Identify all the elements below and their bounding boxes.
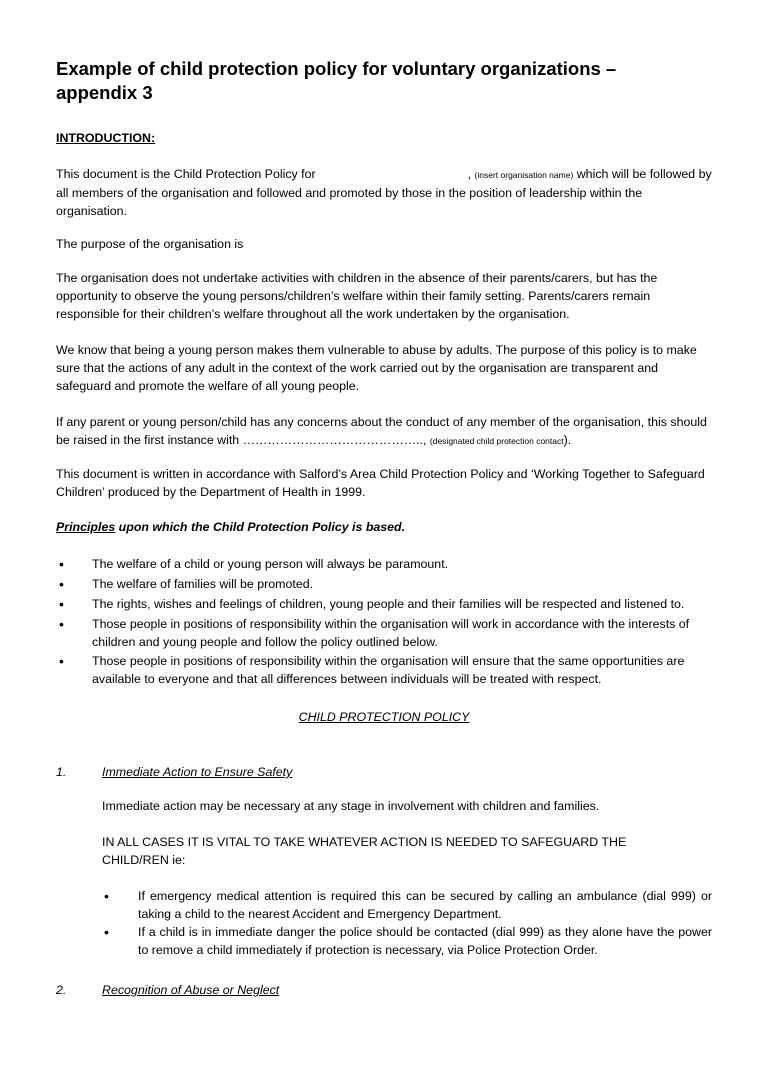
principles-word: Principles (56, 520, 116, 534)
concerns-tail: ). (563, 433, 572, 447)
section-1-para-1: Immediate action may be necessary at any stage in involvement with children and families. (102, 799, 600, 813)
intro-heading: INTRODUCTION: (56, 131, 156, 145)
list-item: • The welfare of a child or young person will always be paramount. (59, 556, 449, 572)
list-item: • If a child is in immediate danger the police should be contacted (dial 999) as they alone have the power to remove a child immediately if protection is necessary, via Police Protection Order. (104, 924, 712, 957)
bullet-icon: • (104, 888, 109, 904)
intro-tail: which will be followed by all members of the organisation and followed and promoted by those in the position of leadership within the organisation. (56, 167, 712, 218)
intro-note: (insert organisation name) (474, 170, 574, 180)
concerns-lead: If any parent or young person/child has any concerns about the conduct of any member of the organisation, this should be raised in the first instance with …………………………………….., (56, 415, 707, 447)
list-item: • Those people in positions of responsibility within the organisation will work in accordance with the interests of children and young people and follow the policy outlined below. (59, 616, 690, 649)
intro-paragraph: This document is the Child Protection Policy for , (insert organisation name) which will be followed by all members of the organisation and followed and promoted by those in the position of leadership within the organisation. (56, 167, 712, 218)
bullet-icon: • (104, 924, 109, 940)
section-1-number: 1. (56, 765, 67, 779)
list-item: • The welfare of families will be promoted. (59, 576, 314, 592)
section-1-title: Immediate Action to Ensure Safety (102, 765, 293, 779)
vulnerable-paragraph: We know that being a young person makes them vulnerable to abuse by adults. The purpose of this policy is to make sure that the actions of any adult in the context of the work carried out by the organisation are transparent and safeguard and promote the welfare of all young people. (56, 343, 697, 393)
section-1-list (102, 887, 712, 959)
activities-paragraph: The organisation does not undertake activities with children in the absence of their parents/carers, but has the opportunity to observe the young persons/children’s welfare within their family setting. Parents/carers remain responsible for their children’s welfare throughout all the work undertaken by the organisation. (56, 271, 658, 321)
list-item: • The rights, wishes and feelings of children, young people and their families will be respected and listened to. (59, 596, 685, 612)
purpose-paragraph: The purpose of the organisation is (56, 237, 244, 251)
accordance-paragraph: This document is written in accordance with Salford’s Area Child Protection Policy and ‘Working Together to Safeguard Children’ produced by the Department of Health in 1999. (56, 467, 705, 499)
bullet-icon: • (59, 653, 64, 669)
intro-lead: This document is the Child Protection Policy for (56, 167, 316, 181)
concerns-note: (designated child protection contact (429, 436, 564, 446)
list-item: • If emergency medical attention is required this can be secured by calling an ambulance (dial 999) or taking a child to the nearest Accident and Emergency Department. (104, 888, 712, 921)
section-2-title: Recognition of Abuse or Neglect (102, 983, 280, 997)
principles-list (56, 555, 712, 688)
bullet-icon: • (59, 616, 64, 632)
principles-rest: upon which the Child Protection Policy is based. (115, 520, 406, 534)
policy-title: CHILD PROTECTION POLICY (298, 710, 470, 724)
bullet-icon: • (59, 576, 64, 592)
principles-heading (56, 518, 712, 536)
section-2-number: 2. (56, 983, 67, 997)
section-1-para-2: IN ALL CASES IT IS VITAL TO TAKE WHATEVER ACTION IS NEEDED TO SAFEGUARD THE CHILD/REN ie: (102, 835, 627, 867)
concerns-paragraph (56, 413, 712, 450)
bullet-icon: • (59, 596, 64, 612)
document-title: Example of child protection policy for voluntary organizations – appendix 3 (56, 58, 617, 103)
bullet-icon: • (59, 556, 64, 572)
list-item: • Those people in positions of responsibility within the organisation will ensure that the same opportunities are available to everyone and that all differences between individuals will be treated with respect. (59, 653, 685, 686)
